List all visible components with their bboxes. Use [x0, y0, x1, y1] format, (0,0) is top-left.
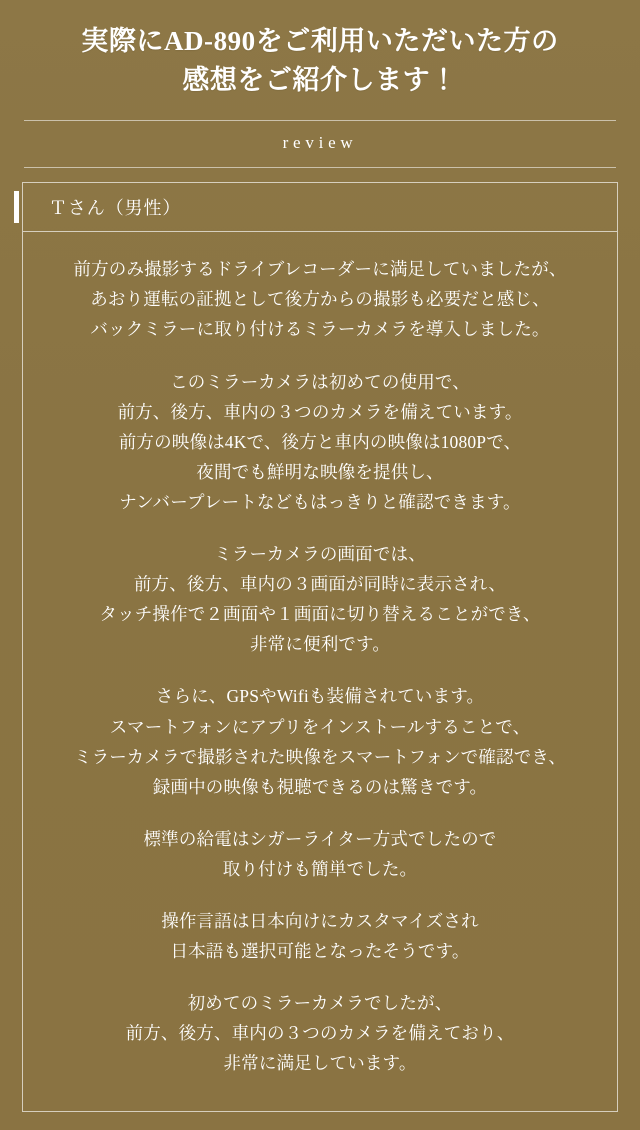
review-paragraph	[41, 681, 599, 801]
review-line: タッチ操作で２画面や１画面に切り替えることができ、	[99, 604, 541, 625]
divider-bottom	[24, 167, 616, 168]
page-title-line-1: 実際にAD-890をご利用いただいた方の	[81, 26, 559, 56]
review-line: 夜間でも鮮明な映像を提供し、	[196, 461, 444, 482]
review-line: 操作言語は日本向けにカスタマイズされ	[161, 910, 479, 931]
review-paragraph	[41, 988, 599, 1078]
reviewer-header	[23, 183, 617, 232]
review-line: 初めてのミラーカメラでしたが、	[187, 993, 453, 1014]
review-line: 非常に満足しています。	[223, 1053, 417, 1074]
review-line: ナンバープレートなどもはっきりと確認できます。	[119, 491, 521, 512]
review-line: 録画中の映像も視聴できるのは驚きです。	[152, 776, 488, 797]
divider-top	[24, 120, 616, 121]
review-line: あおり運転の証拠として後方からの撮影も必要だと感じ、	[90, 289, 550, 310]
review-line: 前方、後方、車内の３つのカメラを備えており、	[125, 1023, 515, 1044]
review-paragraph	[41, 539, 599, 659]
review-line: さらに、GPSやWifiも装備されています。	[155, 686, 485, 707]
page-header	[0, 0, 640, 168]
page-title	[24, 22, 616, 100]
review-line: ミラーカメラで撮影された映像をスマートフォンで確認でき、	[73, 746, 567, 767]
review-paragraph	[41, 254, 599, 344]
review-line: 前方のみ撮影するドライブレコーダーに満足していましたが、	[73, 259, 567, 280]
review-line: バックミラーに取り付けるミラーカメラを導入しました。	[90, 319, 550, 340]
review-line: 取り付けも簡単でした。	[222, 858, 418, 879]
review-paragraph	[41, 906, 599, 966]
review-paragraph	[41, 367, 599, 517]
review-body	[23, 232, 617, 1104]
review-line: 非常に便利です。	[250, 634, 390, 655]
review-line: 標準の給電はシガーライター方式でしたので	[143, 828, 497, 849]
review-card	[22, 182, 618, 1112]
page-title-line-2: 感想をご紹介します！	[182, 65, 458, 96]
review-line: このミラーカメラは初めての使用で、	[170, 371, 470, 392]
review-line: 前方、後方、車内の３つのカメラを備えています。	[117, 401, 523, 422]
review-paragraph	[41, 824, 599, 884]
accent-bar	[14, 191, 19, 223]
section-label: review	[282, 133, 358, 153]
review-line: 日本語も選択可能となったそうです。	[170, 941, 470, 962]
review-line: 前方の映像は4Kで、後方と車内の映像は1080Pで、	[118, 431, 522, 452]
review-line: 前方、後方、車内の３画面が同時に表示され、	[133, 574, 507, 595]
review-line: ミラーカメラの画面では、	[214, 544, 426, 565]
reviewer-name: Ｔさん（男性）	[49, 198, 182, 219]
review-line: スマートフォンにアプリをインストールすることで、	[109, 716, 531, 737]
